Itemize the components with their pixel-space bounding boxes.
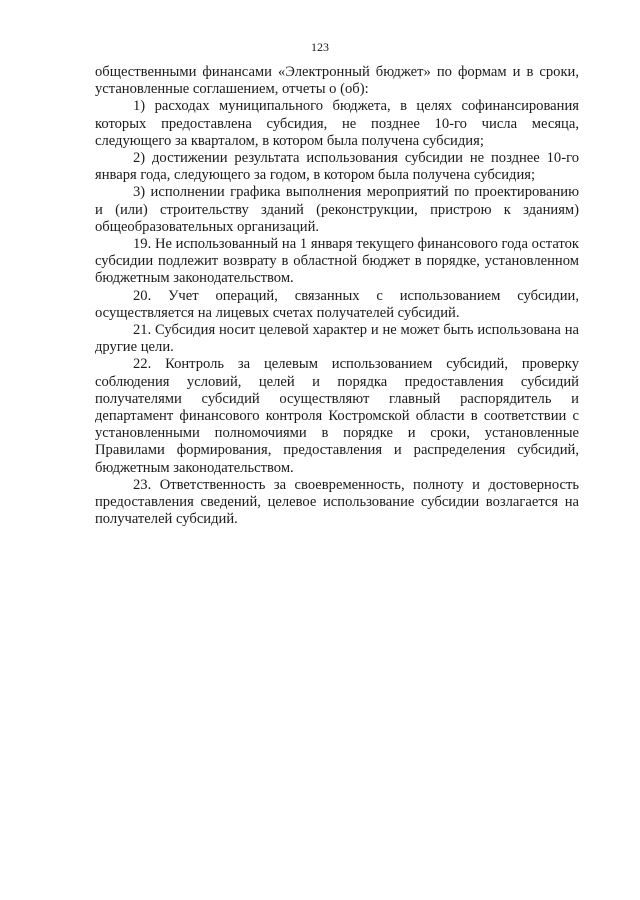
paragraph-19: 19. Не использованный на 1 января текущего финансового года остаток субсидии подлежит возврату в областной бюджет в порядке, установленном бюджетным законодательством. — [95, 236, 579, 287]
paragraph-22: 22. Контроль за целевым использованием субсидий, проверку соблюдения условий, целей и порядка предоставления субсидий получателями субсидий осуществляют главный распорядитель и департамент финансового контроля Костромской области в соответствии с установленными полномочиями в порядке и сроки, установленные Правилами формирования, предоставления и распределения субсидий, бюджетным законодательством. — [95, 356, 579, 476]
paragraph-21: 21. Субсидия носит целевой характер и не может быть использована на другие цели. — [95, 322, 579, 356]
paragraph-23: 23. Ответственность за своевременность, полноту и достоверность предоставления сведений, целевое использование субсидии возлагается на получателей субсидий. — [95, 476, 579, 528]
paragraph-item-1: 1) расходах муниципального бюджета, в целях софинансирования которых предоставлена субсидия, не позднее 10-го числа месяца, следующего за кварталом, в котором была получена субсидия; — [95, 98, 579, 149]
page-number: 123 — [311, 40, 329, 54]
paragraph-continuation: общественными финансами «Электронный бюджет» по формам и в сроки, установленные соглашением, отчеты о (об): — [95, 64, 579, 98]
document-body — [95, 64, 579, 528]
paragraph-20: 20. Учет операций, связанных с использованием субсидии, осуществляется на лицевых счетах получателей субсидий. — [95, 287, 579, 321]
paragraph-item-3: 3) исполнении графика выполнения мероприятий по проектированию и (или) строительству зданий (реконструкции, пристрою к зданиям) общеобразовательных организаций. — [95, 184, 579, 235]
paragraph-item-2: 2) достижении результата использования субсидии не позднее 10-го января года, следующего за годом, в котором была получена субсидия; — [95, 150, 579, 184]
